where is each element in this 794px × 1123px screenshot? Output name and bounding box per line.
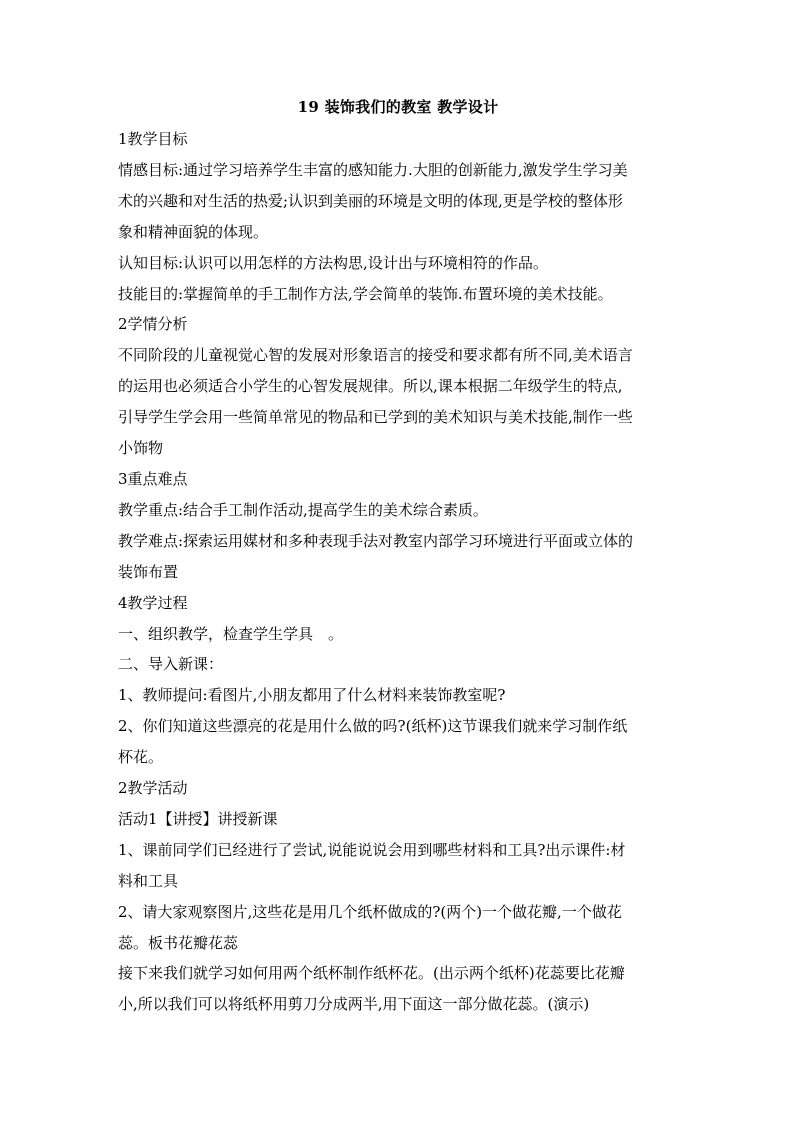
text-line: 一、组织教学，检查学生学具 。 (118, 624, 344, 643)
text-line: 情感目标:通过学习培养学生丰富的感知能力.大胆的创新能力,激发学生学习美 (118, 160, 628, 179)
text-line: 1、教师提问:看图片,小朋友都用了什么材料来装饰教室呢? (118, 686, 506, 705)
document-title: 19 装饰我们的教室 教学设计 (297, 98, 499, 116)
text-line: 接下来我们就学习如何用两个纸杯制作纸杯花。(出示两个纸杯)花蕊要比花瓣 (118, 964, 625, 983)
text-line: 1教学目标 (118, 130, 188, 148)
text-line: 小,所以我们可以将纸杯用剪刀分成两半,用下面这一部分做花蕊。(演示) (118, 995, 590, 1014)
text-line: 2、请大家观察图片,这些花是用几个纸杯做成的?(两个)一个做花瓣,一个做花 (118, 902, 622, 921)
text-line: 4教学过程 (118, 593, 188, 612)
text-line: 教学难点:探索运用媒材和多种表现手法对教室内部学习环境进行平面或立体的 (118, 531, 634, 550)
text-line: 杯花。 (118, 748, 164, 767)
text-line: 象和精神面貌的体现。 (118, 222, 269, 241)
text-line: 装饰布置 (118, 562, 179, 581)
document-body (118, 124, 678, 1020)
text-line: 小饰物 (118, 439, 164, 458)
text-line: 2、你们知道这些漂亮的花是用什么做的吗?(纸杯)这节课我们就来学习制作纸 (118, 717, 628, 736)
text-line: 教学重点:结合手工制作活动,提高学生的美术综合素质。 (118, 500, 488, 519)
text-line: 3重点难点 (118, 469, 188, 488)
text-line: 认知目标:认识可以用怎样的方法构思,设计出与环境相符的作品。 (118, 253, 548, 272)
text-line: 2教学活动 (118, 779, 188, 798)
text-line: 引导学生学会用一些简单常见的物品和已学到的美术知识与美术技能,制作一些 (118, 408, 633, 427)
text-line: 的运用也必须适合小学生的心智发展规律。所以,课本根据二年级学生的特点, (118, 377, 623, 396)
text-line: 技能目的:掌握简单的手工制作方法,学会简单的装饰.布置环境的美术技能。 (118, 284, 613, 303)
text-line: 术的兴趣和对生活的热爱;认识到美丽的环境是文明的体现,更是学校的整体形 (118, 191, 623, 210)
text-line: 二、导入新课： (118, 655, 224, 674)
text-line: 活动1【讲授】讲授新课 (118, 809, 278, 828)
text-line: 料和工具 (118, 871, 179, 890)
text-line: 不同阶段的儿童视觉心智的发展对形象语言的接受和要求都有所不同,美术语言 (118, 346, 633, 365)
text-line: 蕊。板书花瓣花蕊 (118, 933, 239, 952)
text-line: 1、课前同学们已经进行了尝试,说能说说会用到哪些材料和工具?出示课件:材 (118, 840, 626, 859)
document-page (118, 93, 678, 1020)
text-line: 2学情分析 (118, 315, 188, 334)
